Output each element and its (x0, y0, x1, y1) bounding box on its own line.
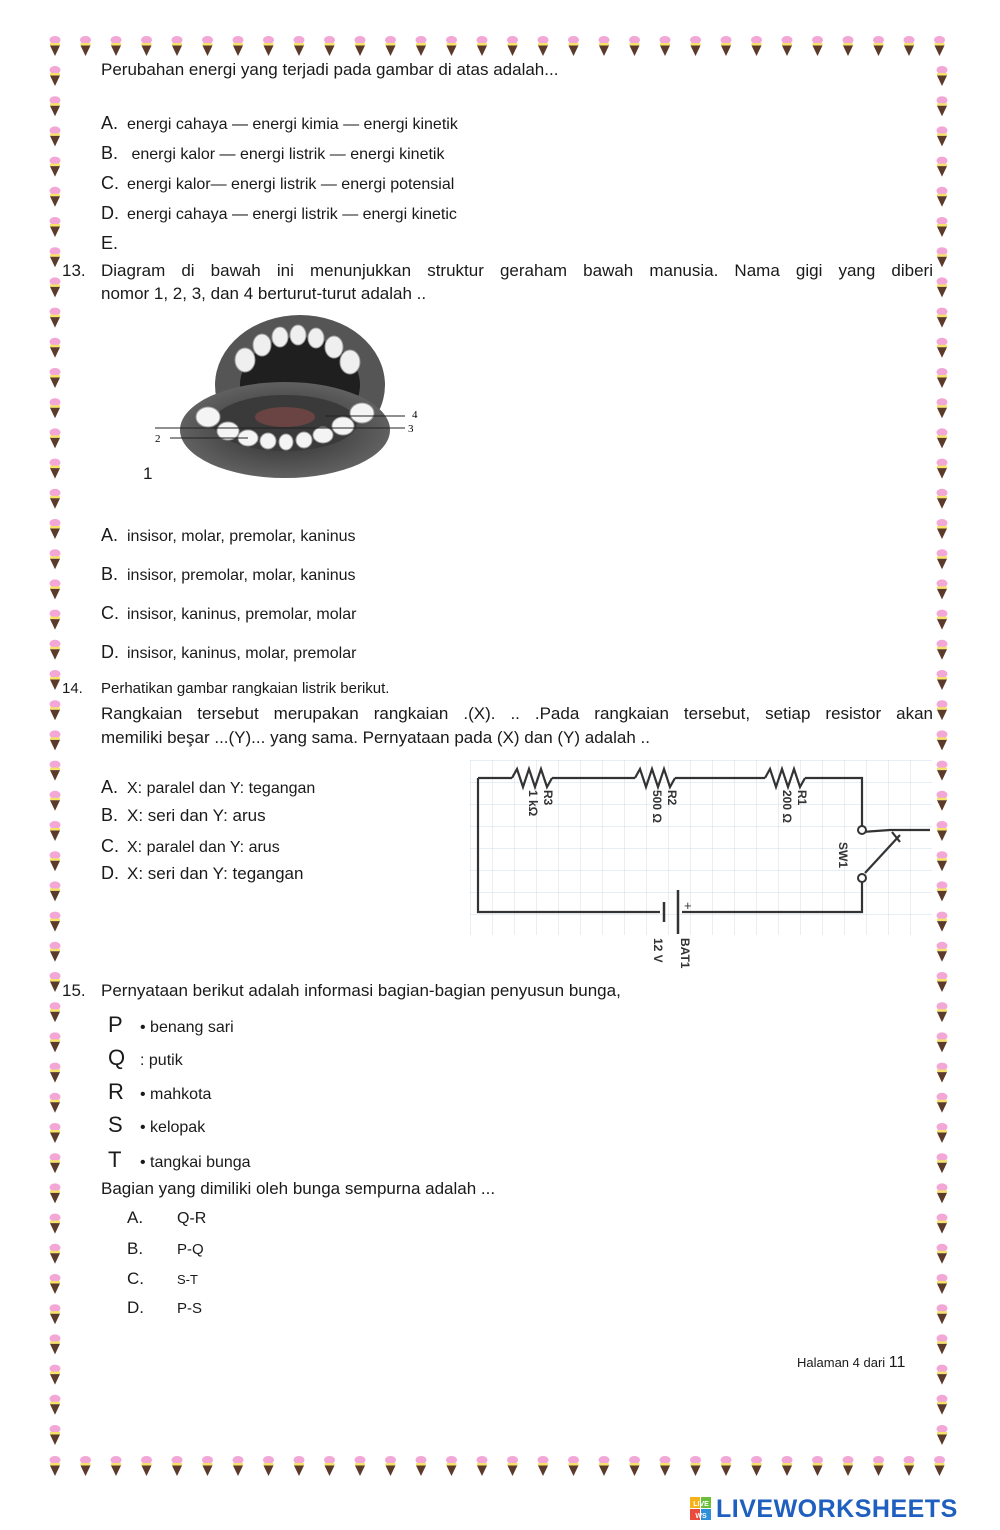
r1-value: 200 Ω (780, 790, 794, 823)
option-letter: A. (101, 777, 119, 797)
option-letter: D. (101, 642, 119, 662)
ice-cream-cone-icon (873, 36, 884, 56)
ice-cream-cone-icon (50, 1244, 61, 1264)
ice-cream-cone-icon (50, 1456, 61, 1476)
ice-cream-cone-icon (690, 1456, 701, 1476)
ice-cream-cone-icon (50, 1214, 61, 1234)
page-total: 11 (888, 1354, 906, 1371)
ice-cream-cone-icon (937, 1214, 948, 1234)
q15-part-t (108, 1147, 251, 1173)
option-text: S-T (177, 1272, 198, 1287)
part-letter: Q (108, 1045, 126, 1070)
ice-cream-cone-icon (141, 1456, 152, 1476)
badge-bottom-text: WS (695, 1513, 707, 1520)
ice-cream-cone-icon (937, 1002, 948, 1022)
option-text: X: seri dan Y: tegangan (127, 864, 304, 883)
ice-cream-cone-icon (477, 36, 488, 56)
ice-cream-cone-icon (812, 1456, 823, 1476)
ice-cream-cone-icon (50, 881, 61, 901)
q13-option-b[interactable] (101, 564, 356, 585)
ice-cream-cone-icon (538, 1456, 549, 1476)
ice-cream-cone-icon (937, 640, 948, 660)
ice-cream-cone-icon (50, 126, 61, 146)
ice-cream-cone-icon (937, 96, 948, 116)
ice-cream-cone-icon (937, 700, 948, 720)
ice-cream-cone-icon (937, 126, 948, 146)
option-letter: A. (101, 113, 119, 133)
ice-cream-cone-icon (937, 730, 948, 750)
ice-cream-cone-icon (937, 217, 948, 237)
ice-cream-cone-icon (50, 700, 61, 720)
ice-cream-cone-icon (568, 1456, 579, 1476)
ice-cream-cone-icon (937, 579, 948, 599)
ice-cream-cone-icon (50, 1304, 61, 1324)
q15-option-c[interactable] (127, 1269, 198, 1289)
part-letter: P (108, 1012, 123, 1037)
ice-cream-cone-icon (263, 36, 274, 56)
ice-cream-cone-icon (721, 1456, 732, 1476)
ice-cream-cone-icon (477, 1456, 488, 1476)
ice-cream-cone-icon (782, 36, 793, 56)
q15-option-d[interactable] (127, 1298, 202, 1318)
part-letter: T (108, 1147, 122, 1172)
ice-cream-cone-icon (937, 1304, 948, 1324)
ice-cream-cone-icon (172, 1456, 183, 1476)
ice-cream-cone-icon (937, 610, 948, 630)
ice-cream-cone-icon (50, 1032, 61, 1052)
label-1: 1 (143, 464, 153, 483)
ice-cream-cone-icon (50, 1123, 61, 1143)
r2-name: R2 (665, 790, 679, 806)
ice-cream-cone-icon (660, 1456, 671, 1476)
option-text: P-S (177, 1300, 203, 1317)
ice-cream-cone-icon (50, 579, 61, 599)
ice-cream-cone-icon (690, 36, 701, 56)
ice-cream-cone-icon (782, 1456, 793, 1476)
q14-number: 14. (62, 680, 83, 697)
option-letter: B. (101, 564, 119, 584)
ice-cream-cone-icon (937, 972, 948, 992)
ice-cream-cone-icon (937, 1244, 948, 1264)
ice-cream-cone-icon (385, 36, 396, 56)
ice-cream-cone-icon (202, 1456, 213, 1476)
ice-cream-cone-icon (80, 36, 91, 56)
switch-terminal-top (858, 826, 866, 834)
ice-cream-cone-icon (50, 1274, 61, 1294)
ice-cream-cone-icon (446, 36, 457, 56)
ice-cream-cone-icon (50, 1395, 61, 1415)
ice-cream-cone-icon (172, 36, 183, 56)
ice-cream-cone-icon (934, 36, 945, 56)
ice-cream-cone-icon (538, 36, 549, 56)
ice-cream-cone-icon (507, 36, 518, 56)
part-letter: S (108, 1112, 123, 1137)
ice-cream-cone-icon (751, 1456, 762, 1476)
q14-option-c[interactable] (101, 836, 280, 857)
q13-option-d[interactable] (101, 642, 356, 663)
option-letter: D. (101, 203, 119, 223)
ice-cream-cone-icon (50, 368, 61, 388)
badge-top-text: LIVE (693, 1501, 709, 1508)
page-number (797, 1354, 905, 1372)
ice-cream-cone-icon (50, 1334, 61, 1354)
q12-stem: Perubahan energi yang terjadi pada gambar di atas adalah... (101, 60, 559, 79)
ice-cream-cone-icon (50, 217, 61, 237)
option-text: insisor, kaninus, premolar, molar (127, 606, 357, 623)
ice-cream-cone-icon (812, 36, 823, 56)
ice-cream-cone-icon (50, 549, 61, 569)
ice-cream-cone-icon (233, 36, 244, 56)
ice-cream-cone-icon (937, 1183, 948, 1203)
q15-stem: Pernyataan berikut adalah informasi bagian-bagian penyusun bunga, (101, 981, 621, 1000)
liveworksheets-brand: LIVEWORKSHEETS (716, 1494, 958, 1523)
ice-cream-cone-icon (446, 1456, 457, 1476)
option-text: energi kalor — energi listrik — energi kinetik (127, 146, 445, 163)
q15-part-s (108, 1112, 205, 1138)
option-text: X: paralel dan Y: tegangan (127, 780, 316, 797)
ice-cream-cone-icon (629, 1456, 640, 1476)
battery-value: 12 V (651, 938, 665, 963)
ice-cream-cone-icon (50, 851, 61, 871)
q15-question: Bagian yang dimiliki oleh bunga sempurna adalah ... (101, 1179, 496, 1198)
q15-part-p (108, 1012, 234, 1038)
ice-cream-cone-icon (751, 36, 762, 56)
q14-line1: Rangkaian tersebut merupakan rangkaian .(X). .. .Pada rangkaian tersebut, setiap resistor akan (101, 704, 933, 723)
ice-cream-cone-icon (937, 247, 948, 267)
ice-cream-cone-icon (50, 640, 61, 660)
ice-cream-cone-icon (843, 36, 854, 56)
liveworksheets-badge-icon (690, 1497, 712, 1521)
ice-cream-cone-icon (937, 489, 948, 509)
ice-cream-cone-icon (937, 308, 948, 328)
ice-cream-cone-icon (111, 1456, 122, 1476)
option-letter: D. (127, 1298, 144, 1317)
r3-value: 1 kΩ (526, 790, 540, 817)
option-text: insisor, premolar, molar, kaninus (127, 567, 356, 584)
label-4: 4 (412, 409, 418, 421)
ice-cream-cone-icon (50, 247, 61, 267)
ice-cream-cone-icon (937, 459, 948, 479)
ice-cream-cone-icon (416, 36, 427, 56)
ice-cream-cone-icon (843, 1456, 854, 1476)
ice-cream-cone-icon (50, 66, 61, 86)
part-text: • mahkota (140, 1086, 212, 1103)
ice-cream-cone-icon (50, 610, 61, 630)
label-3: 3 (408, 423, 414, 435)
ice-cream-cone-icon (937, 549, 948, 569)
ice-cream-cone-icon (937, 1093, 948, 1113)
ice-cream-cone-icon (937, 187, 948, 207)
ice-cream-cone-icon (50, 459, 61, 479)
switch-terminal-bottom (858, 874, 866, 882)
option-letter: C. (101, 836, 119, 856)
q14-line2: memiliki beşar ...(Y)... yang sama. Pernyataan pada (X) dan (Y) adalah .. (101, 728, 650, 747)
battery-name: BAT1 (678, 938, 692, 969)
ice-cream-cone-icon (50, 338, 61, 358)
part-text: • benang sari (140, 1019, 234, 1036)
ice-cream-cone-icon (873, 1456, 884, 1476)
ice-cream-cone-icon (937, 670, 948, 690)
ice-cream-cone-icon (937, 1153, 948, 1173)
ice-cream-cone-icon (50, 942, 61, 962)
ice-cream-cone-icon (294, 1456, 305, 1476)
ice-cream-cone-icon (50, 36, 61, 56)
ice-cream-cone-icon (937, 519, 948, 539)
q13-line2: nomor 1, 2, 3, dan 4 berturut-turut adalah .. (101, 284, 427, 303)
ice-cream-cone-icon (937, 338, 948, 358)
q14-option-d[interactable] (101, 863, 303, 884)
ice-cream-cone-icon (50, 1365, 61, 1385)
option-letter: B. (101, 143, 119, 163)
q15-option-a[interactable] (127, 1208, 206, 1228)
ice-cream-cone-icon (937, 398, 948, 418)
ice-cream-cone-icon (50, 519, 61, 539)
option-letter: C. (101, 173, 119, 193)
ice-cream-cone-icon (416, 1456, 427, 1476)
option-letter: B. (101, 805, 119, 825)
option-letter: C. (101, 603, 119, 623)
r2-value: 500 Ω (650, 790, 664, 823)
ice-cream-cone-icon (324, 1456, 335, 1476)
ice-cream-cone-icon (721, 36, 732, 56)
q15-part-r (108, 1079, 211, 1105)
ice-cream-cone-icon (937, 66, 948, 86)
ice-cream-cone-icon (937, 368, 948, 388)
q13-number: 13. (62, 261, 86, 280)
ice-cream-cone-icon (507, 1456, 518, 1476)
ice-cream-cone-icon (50, 428, 61, 448)
ice-cream-cone-icon (937, 1063, 948, 1083)
ice-cream-cone-icon (355, 36, 366, 56)
ice-cream-cone-icon (568, 36, 579, 56)
part-letter: R (108, 1079, 124, 1104)
ice-cream-cone-icon (937, 1334, 948, 1354)
option-letter: A. (127, 1208, 144, 1227)
ice-cream-cone-icon (904, 36, 915, 56)
ice-cream-cone-icon (937, 1123, 948, 1143)
q13-option-c[interactable] (101, 603, 356, 624)
ice-cream-cone-icon (50, 912, 61, 932)
ice-cream-cone-icon (50, 791, 61, 811)
ice-cream-cone-icon (355, 1456, 366, 1476)
ice-cream-cone-icon (934, 1456, 945, 1476)
ice-cream-cone-icon (937, 157, 948, 177)
option-letter: A. (101, 525, 119, 545)
r1-name: R1 (795, 790, 809, 806)
circuit-diagram (470, 760, 940, 975)
q12-option-b[interactable] (101, 143, 444, 164)
ice-cream-cone-icon (80, 1456, 91, 1476)
r3-name: R3 (541, 790, 555, 806)
ice-cream-cone-icon (50, 1063, 61, 1083)
ice-cream-cone-icon (937, 1274, 948, 1294)
ice-cream-cone-icon (141, 36, 152, 56)
ice-cream-cone-icon (599, 36, 610, 56)
ice-cream-cone-icon (937, 1425, 948, 1445)
q14-intro: Perhatikan gambar rangkaian listrik berikut. (101, 680, 390, 697)
ice-cream-cone-icon (50, 187, 61, 207)
ice-cream-cone-icon (937, 277, 948, 297)
q12-option-c[interactable] (101, 173, 454, 194)
teeth-diagram (150, 305, 420, 490)
q12-option-a[interactable] (101, 113, 458, 134)
q12-option-e[interactable] (101, 233, 127, 254)
q14-option-b[interactable] (101, 805, 266, 826)
option-text: energi cahaya — energi listrik — energi kinetic (127, 206, 457, 223)
option-letter: B. (127, 1239, 144, 1258)
q15-part-q (108, 1045, 183, 1071)
option-text: insisor, molar, premolar, kaninus (127, 528, 356, 545)
ice-cream-cone-icon (50, 489, 61, 509)
ice-cream-cone-icon (50, 730, 61, 750)
option-text: insisor, kaninus, molar, premolar (127, 645, 357, 662)
ice-cream-cone-icon (50, 1183, 61, 1203)
ice-cream-cone-icon (50, 1425, 61, 1445)
ice-cream-cone-icon (263, 1456, 274, 1476)
option-text: Q-R (177, 1210, 207, 1227)
switch-label: SW1 (836, 842, 850, 869)
option-text: P-Q (177, 1241, 204, 1258)
ice-cream-cone-icon (50, 157, 61, 177)
ice-cream-cone-icon (385, 1456, 396, 1476)
ice-cream-cone-icon (937, 1395, 948, 1415)
ice-cream-cone-icon (50, 761, 61, 781)
q12-option-d[interactable] (101, 203, 457, 224)
page-prefix: Halaman 4 dari (797, 1355, 889, 1370)
ice-cream-cone-icon (50, 1002, 61, 1022)
battery-plus: + (684, 898, 692, 913)
part-text: • kelopak (140, 1119, 206, 1136)
ice-cream-cone-icon (50, 308, 61, 328)
ice-cream-cone-icon (50, 277, 61, 297)
option-letter: C. (127, 1269, 144, 1288)
option-text: energi cahaya — energi kimia — energi kinetik (127, 116, 458, 133)
ice-cream-cone-icon (660, 36, 671, 56)
ice-cream-cone-icon (599, 1456, 610, 1476)
part-text: • tangkai bunga (140, 1154, 251, 1171)
ice-cream-cone-icon (50, 670, 61, 690)
ice-cream-cone-icon (937, 1032, 948, 1052)
ice-cream-cone-icon (294, 36, 305, 56)
q13-option-a[interactable] (101, 525, 356, 546)
ice-cream-cone-icon (324, 36, 335, 56)
ice-cream-cone-icon (937, 428, 948, 448)
q15-number: 15. (62, 981, 86, 1000)
label-2: 2 (155, 433, 161, 445)
ice-cream-cone-icon (202, 36, 213, 56)
ice-cream-cone-icon (50, 96, 61, 116)
ice-cream-cone-icon (233, 1456, 244, 1476)
ice-cream-cone-icon (50, 972, 61, 992)
part-text: : putik (140, 1052, 183, 1069)
option-letter: E. (101, 233, 119, 253)
ice-cream-cone-icon (50, 1153, 61, 1173)
ice-cream-cone-icon (937, 1365, 948, 1385)
ice-cream-cone-icon (904, 1456, 915, 1476)
option-letter: D. (101, 863, 119, 883)
q13-line1: Diagram di bawah ini menunjukkan struktur geraham bawah manusia. Nama gigi yang diberi (101, 261, 933, 280)
ice-cream-cone-icon (629, 36, 640, 56)
ice-cream-cone-icon (111, 36, 122, 56)
q15-option-b[interactable] (127, 1239, 204, 1259)
ice-cream-cone-icon (50, 398, 61, 418)
q14-option-a[interactable] (101, 777, 315, 798)
option-text: X: seri dan Y: arus (127, 806, 266, 825)
liveworksheets-logo[interactable] (690, 1494, 958, 1524)
option-text: X: paralel dan Y: arus (127, 839, 280, 856)
ice-cream-cone-icon (50, 821, 61, 841)
ice-cream-cone-icon (50, 1093, 61, 1113)
option-text: energi kalor— energi listrik — energi potensial (127, 176, 455, 193)
